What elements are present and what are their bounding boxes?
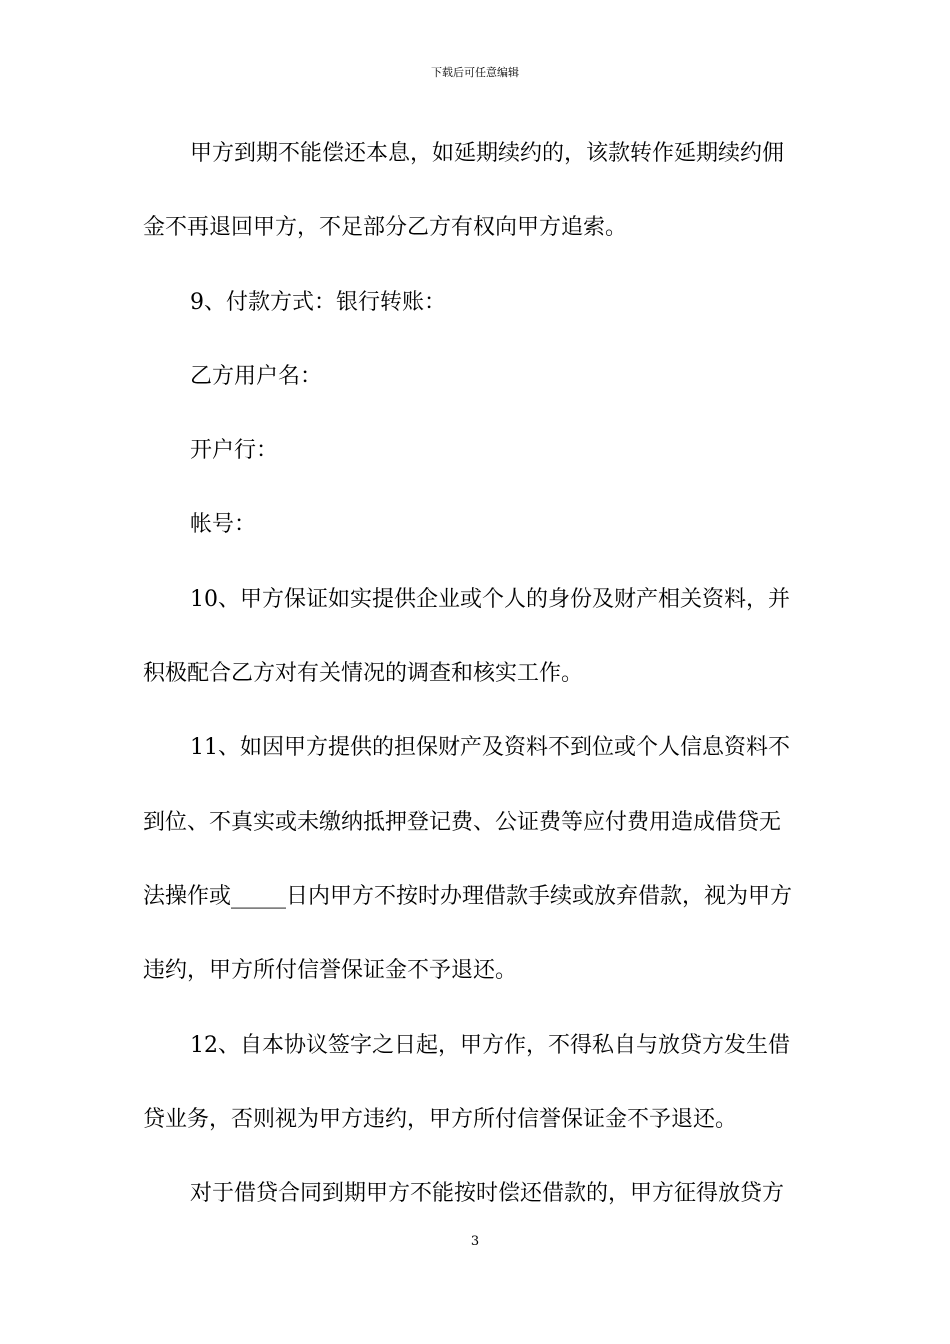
text-line: 12、自本协议签字之日起，甲方作，不得私自与放贷方发生借 [190,1033,790,1058]
text-line: 违约，甲方所付信誉保证金不予退还。 [143,958,518,983]
text-line: 乙方用户名： [190,364,323,389]
page-header: 下载后可任意编辑 [431,66,519,79]
text-line: 到位、不真实或未缴纳抵押登记费、公证费等应付费用造成借贷无 [143,810,782,835]
text-line: 金不再退回甲方，不足部分乙方有权向甲方追索。 [143,215,628,240]
text-line: 积极配合乙方对有关情况的调查和核实工作。 [143,661,584,686]
text-line: 11、如因甲方提供的担保财产及资料不到位或个人信息资料不 [190,735,790,760]
text-line: 对于借贷合同到期甲方不能按时偿还借款的，甲方征得放贷方 [190,1181,785,1206]
page-number: 3 [470,1234,480,1249]
text-line: 帐号： [190,512,257,537]
text-line: 9、付款方式：银行转账： [190,290,446,315]
text-line: 甲方到期不能偿还本息，如延期续约的，该款转作延期续约佣 [190,141,785,166]
text-line: 贷业务，否则视为甲方违约，甲方所付信誉保证金不予退还。 [143,1107,738,1132]
text-line: 10、甲方保证如实提供企业或个人的身份及财产相关资料，并 [190,587,790,612]
text-line: 法操作或_____日内甲方不按时办理借款手续或放弃借款，视为甲方 [143,884,793,909]
text-line: 开户行： [190,438,279,463]
